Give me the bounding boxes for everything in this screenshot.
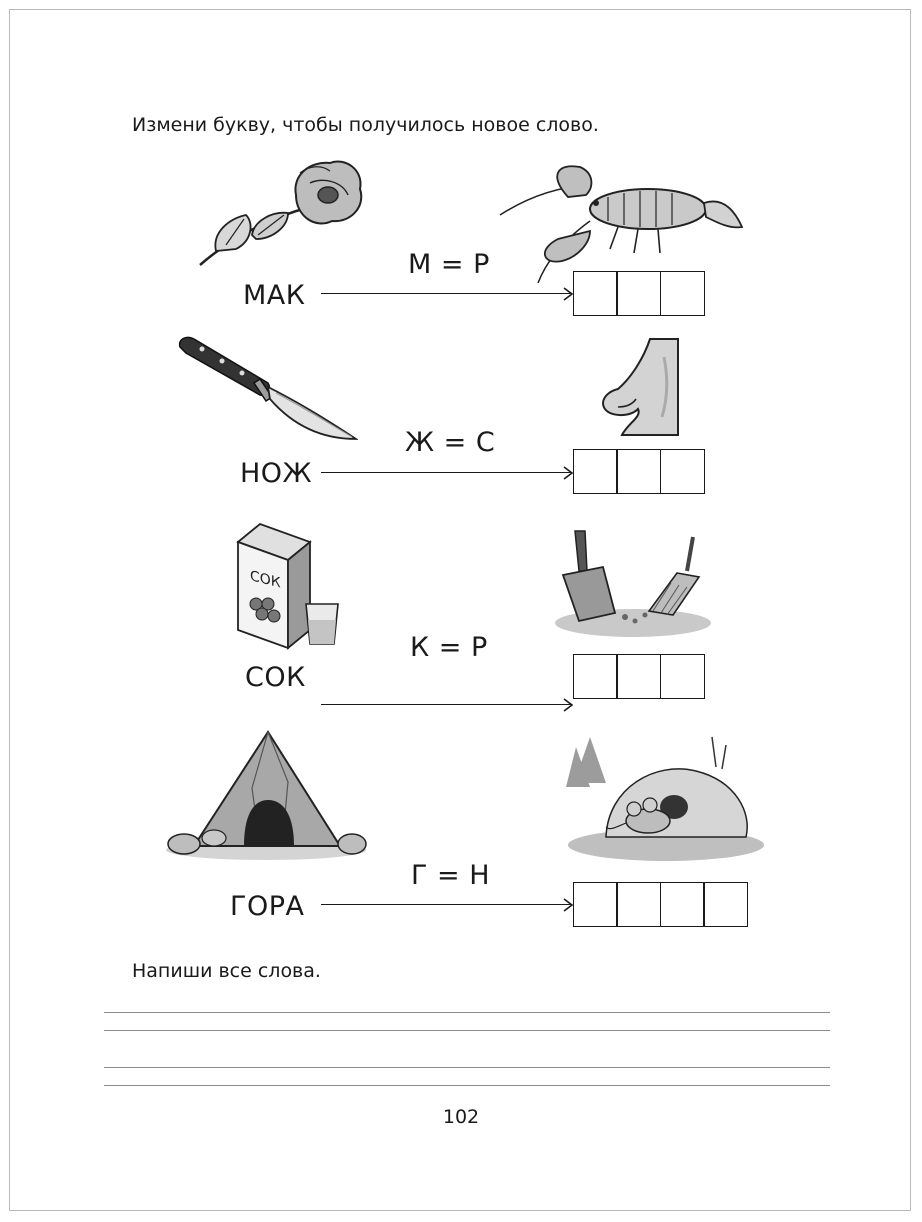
arrow-head-icon	[563, 698, 573, 712]
answer-boxes[interactable]	[573, 449, 703, 494]
writing-line	[104, 1030, 830, 1031]
letter-box[interactable]	[573, 449, 618, 494]
letter-box[interactable]	[573, 654, 618, 699]
letter-box[interactable]	[616, 449, 661, 494]
writing-line	[104, 1067, 830, 1068]
arrow-head-icon	[563, 466, 573, 480]
source-word: СОК	[245, 662, 306, 693]
letter-swap-rule: К = Р	[410, 632, 488, 663]
answer-boxes[interactable]	[573, 654, 703, 699]
instruction-text: Измени букву, чтобы получилось новое слово.	[132, 114, 599, 136]
letter-box[interactable]	[616, 654, 661, 699]
letter-box[interactable]	[660, 654, 705, 699]
letter-swap-rule: Г = Н	[411, 860, 491, 891]
arrow-head-icon	[563, 898, 573, 912]
arrow	[321, 698, 573, 712]
nose-illustration	[598, 337, 680, 437]
source-word: ГОРА	[230, 891, 305, 922]
writing-line	[104, 1012, 830, 1013]
source-word: МАК	[243, 280, 306, 311]
letter-box[interactable]	[616, 882, 661, 927]
letter-box[interactable]	[616, 271, 661, 316]
poppy-flower-illustration	[192, 155, 367, 267]
dustpan-and-broom-illustration	[553, 527, 713, 639]
letter-box[interactable]	[660, 271, 705, 316]
knife-illustration	[176, 335, 358, 443]
answer-boxes[interactable]	[573, 882, 747, 927]
crayfish-illustration	[498, 157, 744, 283]
letter-swap-rule: Ж = С	[405, 427, 496, 458]
mountain-cave-illustration	[164, 728, 368, 862]
page-number: 102	[442, 1106, 480, 1128]
arrow	[321, 898, 573, 912]
juice-box-illustration	[234, 520, 342, 650]
writing-line	[104, 1085, 830, 1086]
arrow	[321, 466, 573, 480]
writing-lines[interactable]	[104, 1012, 830, 1088]
mouse-burrow-illustration	[566, 727, 766, 863]
arrow	[321, 287, 573, 301]
arrow-head-icon	[563, 287, 573, 301]
letter-box[interactable]	[573, 271, 618, 316]
write-instruction-text: Напиши все слова.	[132, 960, 321, 982]
letter-box[interactable]	[660, 449, 705, 494]
letter-box[interactable]	[703, 882, 748, 927]
source-word: НОЖ	[240, 458, 313, 489]
juice-box-label: СОК	[250, 568, 281, 592]
letter-box[interactable]	[573, 882, 618, 927]
letter-box[interactable]	[660, 882, 705, 927]
letter-swap-rule: М = Р	[408, 249, 490, 280]
answer-boxes[interactable]	[573, 271, 703, 316]
